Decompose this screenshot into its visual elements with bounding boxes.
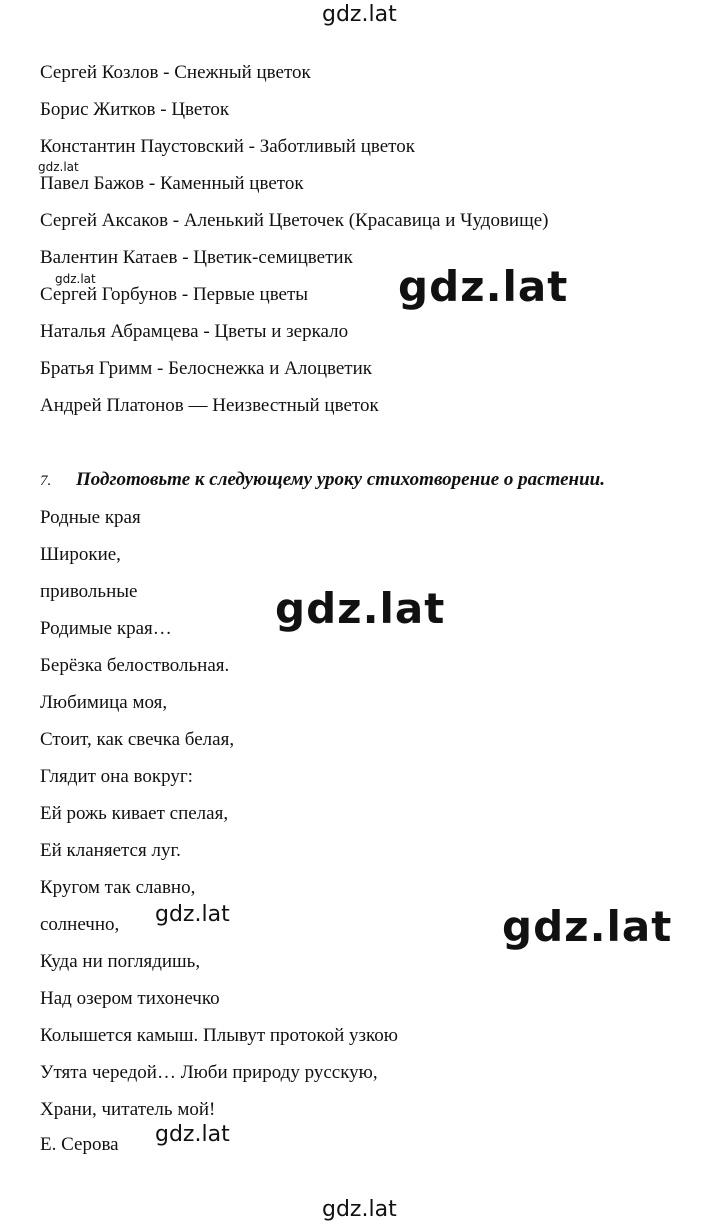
poem-line: Стоит, как свечка белая, <box>40 729 235 750</box>
poem-line: Широкие, <box>40 544 121 565</box>
task-heading <box>40 469 605 492</box>
poem-line: солнечно, <box>40 914 120 935</box>
poem-line: Кругом так славно, <box>40 877 196 898</box>
story-item: Братья Гримм - Белоснежка и Алоцветик <box>40 358 373 379</box>
task-text: Подготовьте к следующему уроку стихотворение о растении. <box>76 469 605 490</box>
poem-author: Е. Серова <box>40 1134 119 1155</box>
story-item: Сергей Горбунов - Первые цветы <box>40 284 309 305</box>
watermark-large: gdz.lat <box>502 902 673 951</box>
poem-line: Любимица моя, <box>40 692 168 713</box>
poem-line: привольные <box>40 581 138 602</box>
watermark-large: gdz.lat <box>275 584 446 633</box>
story-item: Сергей Козлов - Снежный цветок <box>40 62 311 83</box>
poem-line: Ей рожь кивает спелая, <box>40 803 229 824</box>
story-item: Павел Бажов - Каменный цветок <box>40 173 304 194</box>
poem-line: Над озером тихонечко <box>40 988 220 1009</box>
poem-line: Берёзка белоствольная. <box>40 655 230 676</box>
watermark-small: gdz.lat <box>55 272 96 286</box>
story-item: Андрей Платонов — Неизвестный цветок <box>40 395 379 416</box>
poem-line: Ей кланяется луг. <box>40 840 181 861</box>
watermark-medium: gdz.lat <box>155 902 230 927</box>
watermark-small: gdz.lat <box>38 160 79 174</box>
poem-line: Храни, читатель мой! <box>40 1099 216 1120</box>
poem-line: Утята чередой… Люби природу русскую, <box>40 1062 378 1083</box>
task-number: 7. <box>40 473 52 489</box>
poem-line: Глядит она вокруг: <box>40 766 193 787</box>
poem-line: Родные края <box>40 507 141 528</box>
story-item: Сергей Аксаков - Аленький Цветочек (Красавица и Чудовище) <box>40 210 549 231</box>
watermark-bottom: gdz.lat <box>322 1197 397 1222</box>
story-item: Валентин Катаев - Цветик-семицветик <box>40 247 353 268</box>
story-item: Борис Житков - Цветок <box>40 99 230 120</box>
watermark-large: gdz.lat <box>398 262 569 311</box>
watermark-medium: gdz.lat <box>155 1122 230 1147</box>
poem-line: Родимые края… <box>40 618 172 639</box>
story-item: Константин Паустовский - Заботливый цветок <box>40 136 415 157</box>
story-item: Наталья Абрамцева - Цветы и зеркало <box>40 321 349 342</box>
watermark-top: gdz.lat <box>322 2 397 27</box>
poem-line: Колышется камыш. Плывут протокой узкою <box>40 1025 399 1046</box>
poem-line: Куда ни поглядишь, <box>40 951 201 972</box>
